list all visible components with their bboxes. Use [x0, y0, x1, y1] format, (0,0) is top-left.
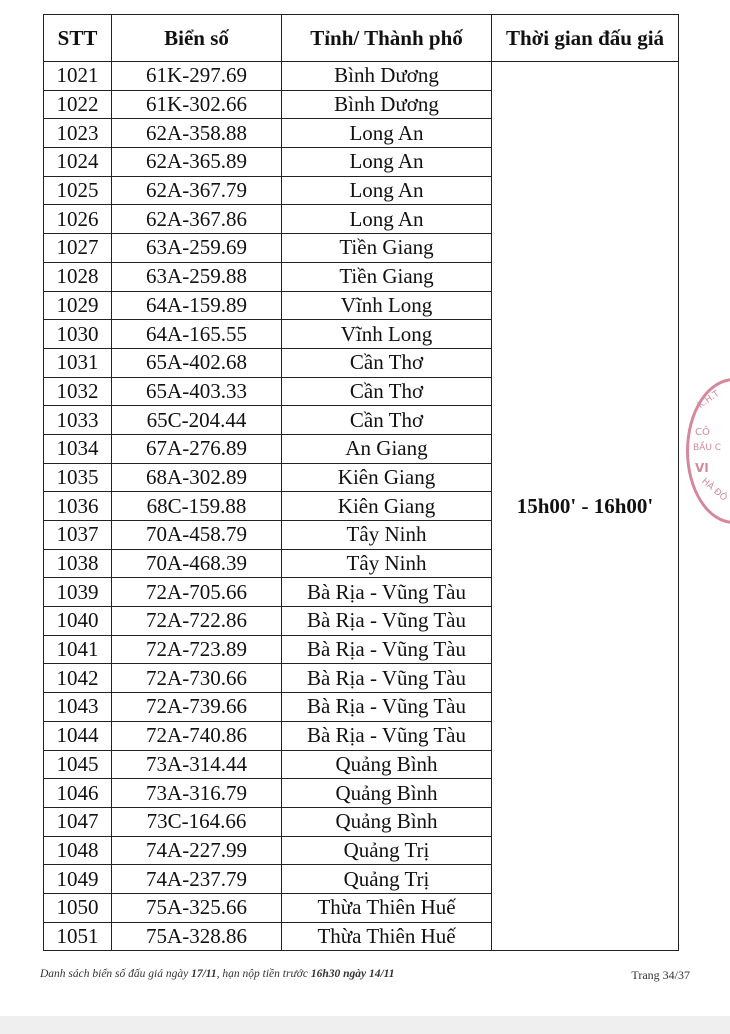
footer-note-prefix: Danh sách biển số đấu giá ngày	[40, 968, 192, 980]
row-province: Quảng Bình	[282, 750, 492, 779]
row-province: Bà Rịa - Vũng Tàu	[282, 664, 492, 693]
row-province: Bình Dương	[282, 90, 492, 119]
row-province: Vĩnh Long	[282, 320, 492, 349]
row-province: Cần Thơ	[282, 406, 492, 435]
row-province: Cần Thơ	[282, 348, 492, 377]
row-stt: 1027	[44, 234, 112, 263]
table-body	[44, 62, 679, 951]
row-stt: 1048	[44, 836, 112, 865]
official-seal-stamp	[686, 378, 730, 524]
row-province: Quảng Trị	[282, 836, 492, 865]
row-stt: 1049	[44, 865, 112, 894]
row-stt: 1035	[44, 463, 112, 492]
row-province: Tiền Giang	[282, 234, 492, 263]
row-province: Bà Rịa - Vũng Tàu	[282, 578, 492, 607]
row-stt: 1043	[44, 693, 112, 722]
row-plate-number: 73A-316.79	[112, 779, 282, 808]
header-auction-time: Thời gian đấu giá	[492, 15, 679, 62]
row-plate-number: 63A-259.69	[112, 234, 282, 263]
row-stt: 1021	[44, 62, 112, 91]
row-stt: 1030	[44, 320, 112, 349]
page-footer	[40, 968, 690, 980]
row-stt: 1022	[44, 90, 112, 119]
row-stt: 1039	[44, 578, 112, 607]
footer-auction-date: 17/11	[191, 968, 217, 980]
row-plate-number: 75A-328.86	[112, 922, 282, 951]
row-plate-number: 73C-164.66	[112, 807, 282, 836]
row-plate-number: 63A-259.88	[112, 262, 282, 291]
auction-plate-table	[43, 14, 679, 951]
row-plate-number: 64A-159.89	[112, 291, 282, 320]
row-plate-number: 65A-402.68	[112, 348, 282, 377]
row-stt: 1050	[44, 893, 112, 922]
footer-deadline: 16h30 ngày 14/11	[310, 968, 395, 980]
row-stt: 1031	[44, 348, 112, 377]
row-province: An Giang	[282, 434, 492, 463]
row-province: Quảng Trị	[282, 865, 492, 894]
row-plate-number: 62A-367.79	[112, 176, 282, 205]
row-stt: 1034	[44, 434, 112, 463]
row-stt: 1040	[44, 607, 112, 636]
stamp-text-1: K.H.T	[696, 389, 722, 411]
row-plate-number: 73A-314.44	[112, 750, 282, 779]
row-province: Quảng Bình	[282, 779, 492, 808]
row-province: Thừa Thiên Huế	[282, 922, 492, 951]
row-province: Tiền Giang	[282, 262, 492, 291]
row-province: Cần Thơ	[282, 377, 492, 406]
footer-note	[40, 968, 395, 980]
row-province: Bà Rịa - Vũng Tàu	[282, 721, 492, 750]
row-stt: 1032	[44, 377, 112, 406]
row-stt: 1046	[44, 779, 112, 808]
row-stt: 1033	[44, 406, 112, 435]
stamp-text-5: HÀ ĐÔ	[699, 476, 729, 504]
row-province: Kiên Giang	[282, 492, 492, 521]
row-stt: 1029	[44, 291, 112, 320]
row-province: Kiên Giang	[282, 463, 492, 492]
row-province: Tây Ninh	[282, 549, 492, 578]
row-province: Long An	[282, 176, 492, 205]
row-province: Long An	[282, 205, 492, 234]
row-province: Vĩnh Long	[282, 291, 492, 320]
row-stt: 1041	[44, 635, 112, 664]
row-province: Quảng Bình	[282, 807, 492, 836]
row-province: Bà Rịa - Vũng Tàu	[282, 607, 492, 636]
page-number: Trang 34/37	[631, 968, 690, 982]
row-stt: 1051	[44, 922, 112, 951]
row-stt: 1038	[44, 549, 112, 578]
row-plate-number: 65C-204.44	[112, 406, 282, 435]
row-plate-number: 74A-237.79	[112, 865, 282, 894]
row-stt: 1025	[44, 176, 112, 205]
row-plate-number: 65A-403.33	[112, 377, 282, 406]
row-province: Thừa Thiên Huế	[282, 893, 492, 922]
row-stt: 1024	[44, 148, 112, 177]
row-province: Tây Ninh	[282, 521, 492, 550]
row-plate-number: 70A-468.39	[112, 549, 282, 578]
row-plate-number: 68A-302.89	[112, 463, 282, 492]
row-stt: 1028	[44, 262, 112, 291]
table-row	[44, 62, 679, 91]
row-stt: 1037	[44, 521, 112, 550]
row-plate-number: 61K-297.69	[112, 62, 282, 91]
row-province: Bà Rịa - Vũng Tàu	[282, 693, 492, 722]
header-plate-number: Biển số	[112, 15, 282, 62]
row-plate-number: 68C-159.88	[112, 492, 282, 521]
row-plate-number: 72A-730.66	[112, 664, 282, 693]
row-plate-number: 74A-227.99	[112, 836, 282, 865]
scan-bottom-edge	[0, 1016, 730, 1034]
row-province: Bà Rịa - Vũng Tàu	[282, 635, 492, 664]
row-plate-number: 62A-358.88	[112, 119, 282, 148]
row-plate-number: 64A-165.55	[112, 320, 282, 349]
header-stt: STT	[44, 15, 112, 62]
row-stt: 1047	[44, 807, 112, 836]
row-plate-number: 61K-302.66	[112, 90, 282, 119]
row-plate-number: 67A-276.89	[112, 434, 282, 463]
row-stt: 1023	[44, 119, 112, 148]
row-stt: 1044	[44, 721, 112, 750]
row-stt: 1036	[44, 492, 112, 521]
row-stt: 1045	[44, 750, 112, 779]
row-province: Bình Dương	[282, 62, 492, 91]
row-plate-number: 72A-740.86	[112, 721, 282, 750]
row-plate-number: 62A-367.86	[112, 205, 282, 234]
row-province: Long An	[282, 119, 492, 148]
table-header-row	[44, 15, 679, 62]
stamp-text-3: BẦU C	[693, 443, 722, 453]
row-plate-number: 70A-458.79	[112, 521, 282, 550]
row-plate-number: 72A-705.66	[112, 578, 282, 607]
auction-time-value: 15h00' - 16h00'	[492, 62, 679, 951]
stamp-text-4: VI	[695, 461, 709, 475]
row-plate-number: 72A-722.86	[112, 607, 282, 636]
footer-note-middle: , hạn nộp tiền trước	[216, 968, 311, 980]
row-plate-number: 72A-739.66	[112, 693, 282, 722]
row-stt: 1026	[44, 205, 112, 234]
row-plate-number: 72A-723.89	[112, 635, 282, 664]
header-province: Tỉnh/ Thành phố	[282, 15, 492, 62]
row-province: Long An	[282, 148, 492, 177]
row-plate-number: 75A-325.66	[112, 893, 282, 922]
row-plate-number: 62A-365.89	[112, 148, 282, 177]
stamp-text-2: CÔ	[695, 427, 710, 438]
row-stt: 1042	[44, 664, 112, 693]
